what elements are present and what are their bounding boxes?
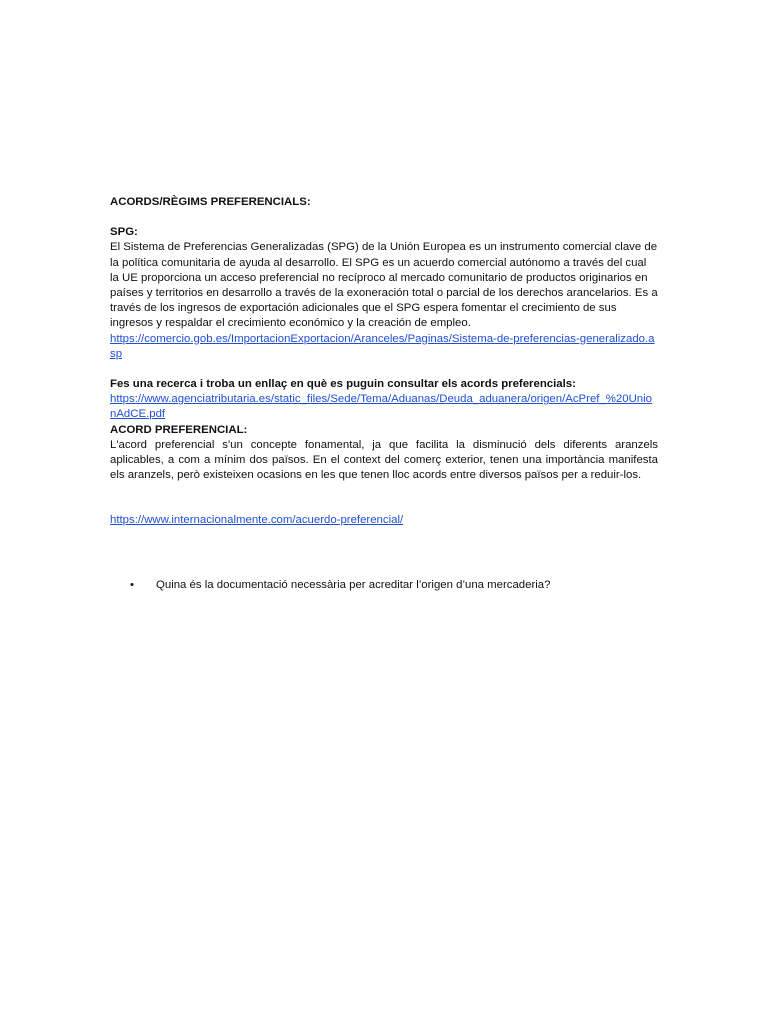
spg-paragraph: El Sistema de Preferencias Generalizadas (SPG) de la Unión Europea es un instrumento comercial clave de la política comunitaria de ayuda al desarrollo. El SPG es un acuerdo comercial autónomo a través del cual la UE proporciona un acceso preferencial no recíproco al mercado comunitario de productos originarios en países y territorios en desarrollo a través de la exoneración total o parcial de los derechos arancelarios. Es a través de los ingresos de exportación adicionales que el SPG espera fomentar el crecimiento de sus ingresos y respaldar el crecimiento económico y la creación de empleo. bbox=[110, 241, 658, 330]
spg-link[interactable]: https://comercio.gob.es/ImportacionExportacion/Aranceles/Paginas/Sistema-de-preferencias-generalizado.asp bbox=[110, 332, 655, 360]
spg-heading: SPG: bbox=[110, 226, 138, 239]
page-title: ACORDS/RÈGIMS PREFERENCIALS: bbox=[110, 196, 311, 208]
acord-link[interactable]: https://www.internacionalmente.com/acuerdo-preferencial/ bbox=[110, 514, 404, 527]
document-body bbox=[110, 195, 658, 529]
bullet-icon: • bbox=[130, 579, 134, 591]
research-link[interactable]: https://www.agenciatributaria.es/static_files/Sede/Tema/Aduanas/Deuda_aduanera/origen/AcPref_%20UnionAdCE.pdf bbox=[110, 393, 653, 421]
research-prompt: Fes una recerca i troba un enllaç en què es puguin consultar els acords preferencials: bbox=[110, 378, 576, 391]
acord-paragraph: L'acord preferencial s'un concepte fonamental, ja que facilita la disminució dels diferents aranzels aplicables, a com a mínim dos països. En el context del comerç exterior, tenen una importància manifesta els aranzels, però existeixen ocasions en les que tenen lloc acords entre diversos països per a reduir-los. bbox=[110, 438, 658, 482]
acord-heading: ACORD PREFERENCIAL: bbox=[110, 423, 248, 436]
bullet-question: Quina és la documentació necessària per acreditar l’origen d’una mercaderia? bbox=[156, 579, 551, 591]
